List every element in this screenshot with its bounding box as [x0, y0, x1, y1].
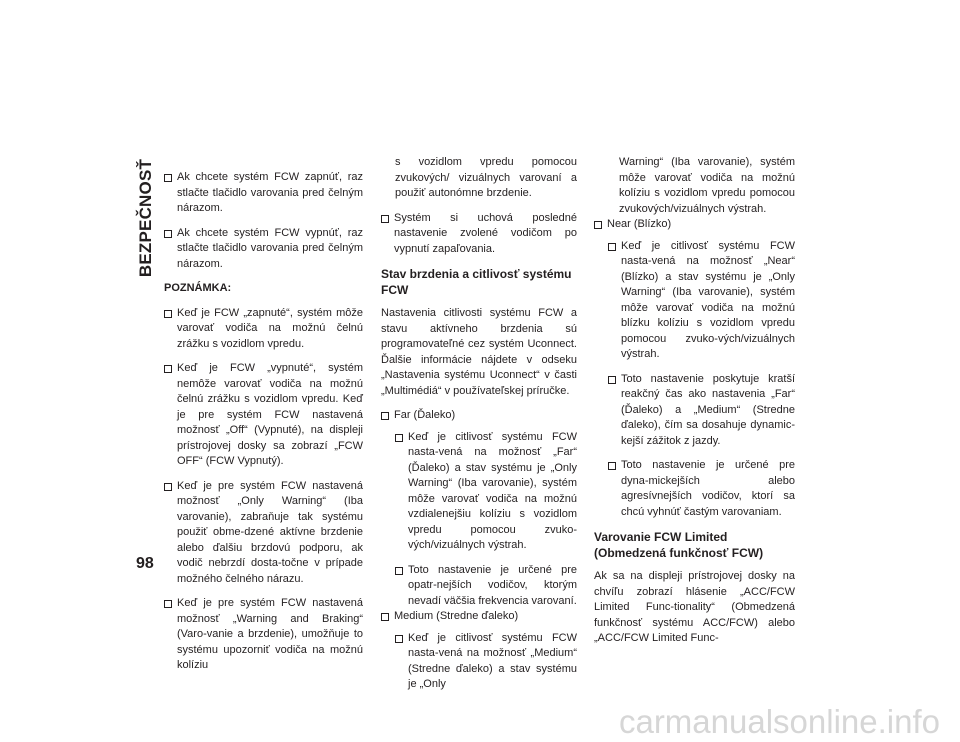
section-heading: Varovanie FCW Limited (Obmedzená funkčnosť FCW)	[594, 530, 764, 560]
list-item	[164, 170, 363, 217]
paragraph: Nastavenia citlivosti systému FCW a stavu aktívneho brzdenia sú programovateľné cez systém Uconnect. Ďalšie informácie nájdete v odseku „Nastavenia systému Uconnect“ v časti „Multimédiá“ v používateľskej príručke.	[381, 307, 577, 397]
watermark-text: carmanualsonline.info	[618, 703, 940, 740]
column-2	[381, 155, 577, 702]
continued-text: s vozidlom vpredu pomocou zvukových/ vizuálnych varovaní a použiť autonómne brzdenie.	[395, 156, 577, 199]
list-item-text: Toto nastavenie poskytuje kratší reakčný čas ako nastavenia „Far“ (Ďaleko) a „Medium“ (Stredne ďaleko), čím sa dosahuje dynamic-kejší zážitok z jazdy.	[621, 372, 795, 447]
checkbox-bullet-icon	[164, 230, 172, 238]
watermark	[0, 701, 960, 742]
list-item	[395, 430, 577, 554]
column-1	[164, 170, 363, 683]
list-item	[395, 563, 577, 610]
list-item-text: Keď je citlivosť systému FCW nasta-vená na možnosť „Near“ (Blízko) a stav systému je „Only Warning“ (Iba varovanie), systém môže varovať vodiča na možnú blízku kolíziu s vozidlom vpredu pomocou zvuko-vých/vizuálnych výstrah.	[621, 239, 795, 360]
checkbox-bullet-icon	[164, 174, 172, 182]
list-item-text: Keď je pre systém FCW nastavená možnosť „Only Warning“ (Iba varovanie), zabraňuje tak systému použiť obme-dzené aktívne brzdenie alebo ďalšiu brzdovú podporu, ak vodič nebrzdí dosta-točne v prípade možného čelného nárazu.	[177, 479, 363, 585]
paragraph: Ak sa na displeji prístrojovej dosky na chvíľu zobrazí hlásenie „ACC/FCW Limited Func-tionality“ (Obmedzená funkčnosť systému ACC/FCW) alebo „ACC/FCW Limited Func-	[594, 570, 795, 644]
list-item-text: Medium (Stredne ďaleko)	[394, 610, 519, 622]
checkbox-bullet-icon	[608, 376, 616, 384]
checkbox-bullet-icon	[164, 600, 172, 608]
checkbox-bullet-icon	[608, 243, 616, 251]
checkbox-bullet-icon	[608, 462, 616, 470]
continued-text: Warning“ (Iba varovanie), systém môže varovať vodiča na možnú kolíziu s vozidlom vpredu pomocou zvukových/vizuálnych výstrah.	[619, 156, 795, 215]
list-item	[164, 306, 363, 353]
list-item	[381, 408, 577, 424]
section-tab-label: BEZPEČNOSŤ	[136, 158, 155, 278]
checkbox-bullet-icon	[594, 221, 602, 229]
list-item-text: Systém si uchová posledné nastavenie zvolené vodičom po vypnutí zapaľovania.	[394, 211, 577, 255]
list-item	[395, 631, 577, 693]
checkbox-bullet-icon	[164, 365, 172, 373]
list-item-text: Ak chcete systém FCW vypnúť, raz stlačte tlačidlo varovania pred čelným nárazom.	[177, 226, 363, 270]
list-item-text: Far (Ďaleko)	[394, 409, 456, 421]
list-item	[164, 479, 363, 588]
list-item-text: Keď je citlivosť systému FCW nasta-vená na možnosť „Far“ (Ďaleko) a stav systému je „Only Warning“ (Iba varovanie), systém môže varovať vodiča na možnú vzdialenejšiu kolíziu s vozidlom vpredu pomocou zvuko-vých/vizuálnych výstrah.	[408, 430, 577, 551]
list-item	[608, 239, 795, 363]
list-item	[164, 596, 363, 674]
page-number: 98	[136, 555, 154, 572]
checkbox-bullet-icon	[164, 310, 172, 318]
list-item-text: Keď je pre systém FCW nastavená možnosť „Warning and Braking“ (Varo-vanie a brzdenie), umožňuje to systému upozorniť vodiča na možnú kolíziu	[177, 597, 363, 671]
checkbox-bullet-icon	[381, 215, 389, 223]
column-3	[594, 155, 795, 656]
list-item-text: Toto nastavenie je určené pre opatr-nejších vodičov, ktorým nevadí väčšia frekvencia varovaní.	[408, 563, 577, 607]
list-item-text: Ak chcete systém FCW zapnúť, raz stlačte tlačidlo varovania pred čelným nárazom.	[177, 171, 363, 214]
list-item-text: Near (Blízko)	[607, 218, 672, 230]
list-item	[381, 211, 577, 258]
checkbox-bullet-icon	[395, 434, 403, 442]
note-label: POZNÁMKA:	[164, 282, 232, 294]
section-tab	[133, 158, 159, 278]
list-item-text: Toto nastavenie je určené pre dyna-mickejších alebo agresívnejších vodičov, ktorí sa chcú vyhnúť častým varovaniam.	[621, 459, 795, 518]
checkbox-bullet-icon	[395, 635, 403, 643]
checkbox-bullet-icon	[164, 483, 172, 491]
section-heading: Stav brzdenia a citlivosť systému FCW	[381, 267, 572, 297]
list-item	[608, 458, 795, 520]
list-item	[164, 226, 363, 273]
list-item-text: Keď je FCW „vypnuté“, systém nemôže varovať vodiča na možnú čelnú zrážku s vozidlom vpredu. Keď je pre systém FCW nastavená možnosť „Off“ (Vypnuté), na displeji prístrojovej dosky sa zobrazí „FCW OFF“ (FCW Vypnutý).	[177, 362, 363, 467]
checkbox-bullet-icon	[381, 613, 389, 621]
list-item	[381, 609, 577, 625]
list-item	[164, 361, 363, 470]
list-item	[594, 217, 795, 233]
list-item-text: Keď je FCW „zapnuté“, systém môže varovať vodiča na možnú čelnú zrážku s vozidlom vpredu.	[177, 306, 363, 350]
checkbox-bullet-icon	[381, 412, 389, 420]
list-item-text: Keď je citlivosť systému FCW nasta-vená na možnosť „Medium“ (Stredne ďaleko) a stav systému je „Only	[408, 631, 577, 690]
list-item	[608, 372, 795, 450]
checkbox-bullet-icon	[395, 567, 403, 575]
